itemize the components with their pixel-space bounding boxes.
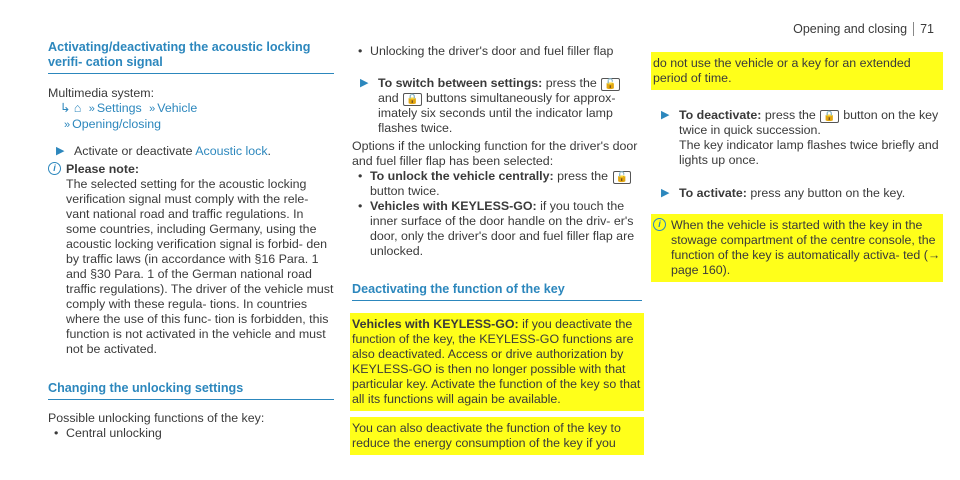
lock-key-icon: 🔒 — [403, 93, 421, 106]
step-triangle-icon: ▶ — [661, 187, 670, 199]
list-item — [48, 426, 334, 441]
section-heading-deactivating: Deactivating the function of the key — [352, 282, 642, 301]
step-triangle-icon: ▶ — [360, 77, 369, 89]
note-centre-console — [651, 214, 943, 282]
step-activate — [48, 144, 334, 159]
option-text: button twice. — [370, 184, 440, 198]
note-body: The selected setting for the acoustic locking verification signal must comply with the rele- vant national road and traffic regulations. In some countries, including Germany, using the acoustic locking verification signal is forbid- den by traffic laws (in accordance with §16 Para. 1 and §30 Para. 1 of the German national road traffic regulations). The driver of the vehicle must comply with these regula- tions. In countries where the use of this func- tion is forbidden, this function is not activated in the vehicle and must not be activated. — [66, 177, 334, 356]
home-icon[interactable]: ⌂ — [73, 101, 82, 115]
bullet-text: Central unlocking — [66, 426, 162, 440]
bullet-text: Unlocking the driver's door and fuel filler flap — [370, 44, 614, 58]
lock-key-icon: 🔒 — [820, 110, 838, 123]
bullet-icon: • — [358, 169, 363, 183]
chevron-icon: » — [149, 103, 154, 115]
bullet-icon: • — [358, 199, 363, 213]
section-heading-unlocking-settings: Changing the unlocking settings — [48, 381, 334, 400]
step-triangle-icon: ▶ — [661, 109, 670, 121]
info-icon: i — [653, 218, 666, 231]
unlock-key-icon: 🔓 — [613, 171, 631, 184]
step-activate — [653, 186, 941, 201]
menu-settings[interactable]: Settings — [96, 101, 142, 115]
acoustic-lock-link[interactable]: Acoustic lock — [195, 144, 268, 158]
menu-path — [48, 101, 334, 117]
step-text: press the — [545, 76, 597, 90]
page-number: 71 — [913, 22, 934, 36]
path-label: Multimedia system: — [48, 86, 155, 100]
step-triangle-icon: ▶ — [56, 145, 65, 157]
step-deactivate — [653, 108, 941, 168]
step-result: The key indicator lamp flashes twice briefly and lights up once. — [679, 138, 939, 167]
highlight-label: Vehicles with KEYLESS-GO: — [352, 317, 519, 331]
option-text: press the — [557, 169, 609, 183]
step-switch-settings — [352, 76, 642, 136]
step-text: buttons simultaneously for approx- imately six seconds until the indicator lamp flashes twice. — [378, 91, 616, 135]
step-text: press the — [764, 108, 816, 122]
bullet-icon: • — [54, 426, 59, 440]
highlight-energy: You can also deactivate the function of the key to reduce the energy consumption of the key if you — [350, 417, 644, 455]
step-text: press any button on the key. — [750, 186, 906, 200]
step-text: and — [378, 91, 399, 105]
info-icon: i — [48, 162, 61, 175]
menu-vehicle[interactable]: Vehicle — [157, 101, 198, 115]
list-item — [352, 169, 642, 199]
bullet-icon: • — [358, 44, 363, 58]
note-block — [48, 162, 334, 357]
step-label: To switch between settings: — [378, 76, 543, 90]
chevron-icon: » — [88, 103, 93, 115]
chevron-icon: » — [64, 119, 69, 131]
step-text: button on the key twice in quick succession. — [679, 108, 939, 137]
column-1 — [48, 40, 334, 441]
step-label: To deactivate: — [679, 108, 762, 122]
running-title: Opening and closing — [793, 22, 908, 36]
unlock-key-icon: 🔓 — [601, 78, 619, 91]
step-label: To activate: — [679, 186, 747, 200]
option-label: Vehicles with KEYLESS-GO: — [370, 199, 537, 213]
options-text: Options if the unlocking function for the driver's door and fuel filler flap has been selected: — [352, 139, 638, 168]
highlight-keyless-go — [350, 313, 644, 411]
highlight-text: if you deactivate the function of the key, the KEYLESS-GO functions are also deactivated. Access or drive authorization by KEYLESS-GO is then no longer possible with that particular key. Activate the function of the key so that all its functions will again be available. — [352, 317, 641, 406]
column-3 — [653, 40, 941, 282]
note-title: Please note: — [66, 162, 139, 176]
menu-path-line2 — [48, 117, 334, 133]
note-text: When the vehicle is started with the key in the stowage compartment of the centre console, the function of the key is automatically activa- ted (→ page 160). — [671, 218, 941, 277]
option-text: if you touch the inner surface of the door handle on the driv- er's door, only the driver's door and fuel filler flap are unlocked. — [370, 199, 635, 258]
return-arrow-icon: ↳ — [60, 101, 71, 115]
highlight-continued: do not use the vehicle or a key for an extended period of time. — [651, 52, 943, 90]
step-end: . — [267, 144, 271, 158]
possible-functions: Possible unlocking functions of the key: — [48, 411, 265, 425]
list-item — [352, 44, 642, 59]
list-item — [352, 199, 642, 259]
page-header — [793, 22, 934, 37]
section-heading-acoustic-locking: Activating/deactivating the acoustic locking verifi- cation signal — [48, 40, 334, 74]
menu-opening-closing[interactable]: Opening/closing — [72, 117, 161, 131]
option-label: To unlock the vehicle centrally: — [370, 169, 554, 183]
column-2 — [352, 40, 642, 455]
step-text: Activate or deactivate — [74, 144, 193, 158]
